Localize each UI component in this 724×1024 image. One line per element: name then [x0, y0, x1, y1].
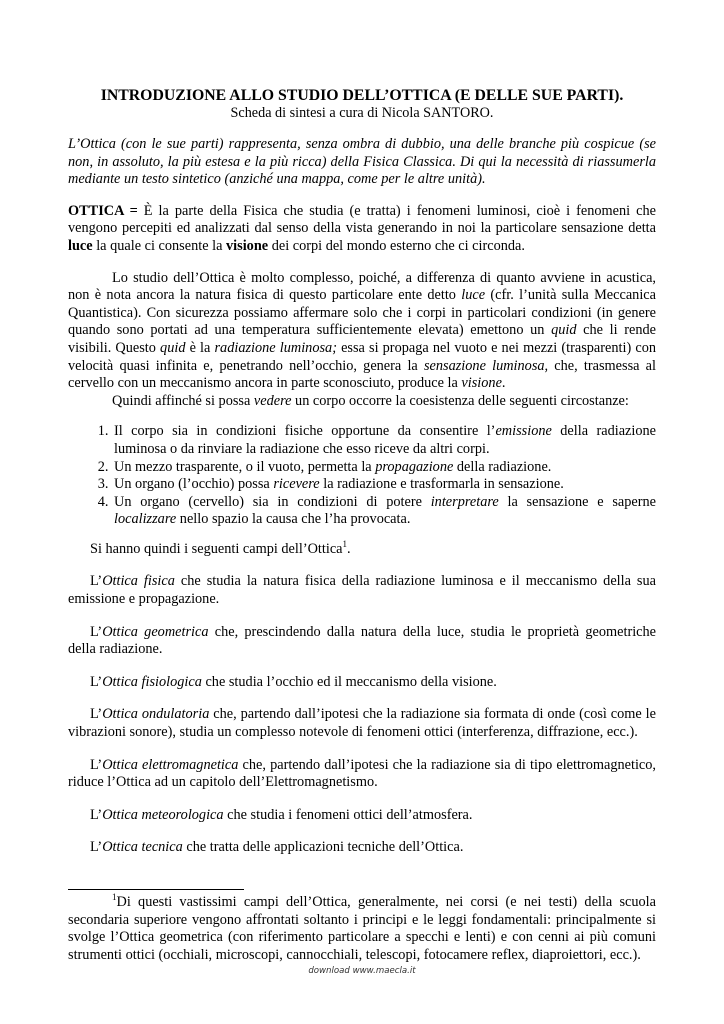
body-paragraph-1 — [68, 270, 656, 393]
definition-text: la quale ci consente la — [92, 237, 227, 254]
list-text: Un organo (cervello) sia in condizioni di potere — [114, 493, 431, 510]
document-body — [68, 86, 656, 857]
footnote — [68, 894, 656, 964]
list-emphasis: localizzare — [114, 511, 177, 528]
field-paragraph — [68, 573, 656, 608]
body-emphasis: radiazione luminosa; — [214, 339, 337, 356]
page-title: INTRODUZIONE ALLO STUDIO DELL’OTTICA (E DELLE SUE PARTI). — [100, 87, 624, 104]
body-text: (cfr. l’unità sulla Meccanica Quantistica). Con sicurezza possiamo affermare solo che i corpi in particolari condizioni (in genere quando sono portati ad una temperatura sufficientemente elevata) emettono un — [68, 287, 656, 339]
field-text: che, partendo dall’ipotesi che la radiazione sia di tipo elettromagnetico, riduce l’Ottica ad un capitolo dell’Elettromagnetismo. — [68, 756, 657, 791]
fields-intro-end: . — [347, 540, 351, 557]
footnote-text — [68, 894, 656, 964]
body-text: un corpo occorre la coesistenza delle seguenti circostanze: — [291, 392, 629, 409]
field-prefix: L’ — [90, 756, 103, 773]
field-text: che, prescindendo dalla natura della luce, studia le proprietà geometriche della radiazione. — [68, 623, 657, 658]
body-text: Lo studio dell’Ottica è molto complesso, poiché, a differenza di quanto avviene in acustica, non è nota ancora la natura fisica di questo particolare ente detto — [68, 269, 656, 304]
field-paragraph — [68, 706, 656, 741]
field-text: che studia i fenomeni ottici dell’atmosfera. — [223, 806, 473, 823]
field-prefix: L’ — [90, 623, 103, 640]
list-item — [112, 423, 656, 458]
body-text: è la — [185, 339, 215, 356]
body-text: . — [501, 375, 506, 392]
field-paragraph — [68, 807, 656, 825]
list-text: della radiazione. — [453, 458, 552, 475]
field-prefix: L’ — [90, 706, 103, 723]
download-link[interactable]: download www.maecla.it — [308, 966, 416, 976]
field-name: Ottica elettromagnetica — [102, 756, 239, 773]
body-text: Quindi affinché si possa — [112, 392, 254, 409]
body-paragraph-2 — [68, 393, 656, 411]
list-text: della radiazione luminosa o da rinviare la radiazione che esso riceve da altri corpi. — [114, 423, 656, 457]
list-emphasis: emissione — [495, 423, 552, 440]
body-text: che, trasmessa al cervello con un meccanismo ancora in parte sconosciuto, produce la — [68, 357, 656, 392]
field-name: Ottica fisiologica — [102, 673, 202, 690]
body-emphasis: luce — [461, 287, 486, 304]
fields-intro-text: Si hanno quindi i seguenti campi dell’Ottica — [90, 540, 343, 557]
list-emphasis: propagazione — [375, 458, 454, 475]
intro-paragraph: L’Ottica (con le sue parti) rappresenta, senza ombra di dubbio, una delle branche più cospicue (se non, in assoluto, la più estesa e la più ricca) della Fisica Classica. Di qui la necessità di riassumerla mediante un testo sintetico (anziché una mappa, come per le altre unità). — [68, 136, 656, 188]
body-emphasis: quid — [551, 322, 577, 339]
footnote-mark: 1 — [112, 892, 117, 903]
footnote-body: Di questi vastissimi campi dell’Ottica, generalmente, nei corsi (e nei testi) della scuola secondaria superiore vengono affrontati soltanto i principi e le leggi fondamentali: principalmente si svolge l’Ottica geometrica (con riferimento particolare a specchi e lenti) e con cenni ai più comuni strumenti ottici (occhiali, microscopi, cannocchiali, telescopi, fotocamere reflex, diaproiettori, ecc.). — [68, 894, 656, 963]
body-text: che li rende visibili. Questo — [68, 322, 656, 356]
field-prefix: L’ — [90, 573, 103, 590]
field-name: Ottica fisica — [102, 573, 175, 590]
fields-intro — [68, 541, 656, 559]
definition-term: OTTICA = — [68, 202, 138, 219]
list-text: la radiazione e trasformarla in sensazione. — [319, 476, 564, 493]
field-prefix: L’ — [90, 673, 103, 690]
field-name: Ottica ondulatoria — [102, 706, 210, 723]
field-prefix: L’ — [90, 839, 103, 856]
footnote-reference[interactable]: 1 — [342, 539, 348, 550]
body-emphasis: vedere — [253, 392, 292, 409]
field-text: che studia la natura fisica della radiazione luminosa e il meccanismo della sua emissione e propagazione. — [68, 573, 656, 608]
body-emphasis: quid — [160, 339, 186, 356]
body-emphasis: visione — [461, 375, 502, 392]
definition-text: È la parte della Fisica che studia (e tratta) i fenomeni luminosi, cioè i fenomeni che vengono percepiti ed analizzati dal senso della vista generando in noi la particolare sensazione detta — [68, 202, 656, 237]
list-text: Un mezzo trasparente, o il vuoto, permetta la — [114, 458, 376, 475]
field-paragraph — [68, 674, 656, 692]
field-prefix: L’ — [90, 806, 103, 823]
field-paragraph — [68, 839, 656, 857]
field-name: Ottica meteorologica — [102, 806, 224, 823]
field-text: che tratta delle applicazioni tecniche dell’Ottica. — [182, 839, 464, 856]
list-item — [112, 494, 656, 529]
definition-visione: visione — [226, 237, 269, 254]
definition-paragraph — [68, 203, 656, 256]
list-emphasis: ricevere — [273, 476, 320, 493]
list-item — [112, 459, 656, 477]
footnote-divider — [68, 889, 244, 890]
list-text: nello spazio la causa che l’ha provocata. — [176, 511, 411, 528]
list-text: Un organo (l’occhio) possa — [114, 476, 274, 493]
list-item — [112, 476, 656, 494]
list-text: Il corpo sia in condizioni fisiche opportune da consentire l’ — [114, 423, 496, 440]
body-emphasis: sensazione luminosa, — [423, 357, 549, 374]
definition-luce: luce — [68, 237, 93, 254]
list-emphasis: interpretare — [430, 493, 499, 510]
conditions-list — [68, 423, 656, 529]
page-subtitle: Scheda di sintesi a cura di Nicola SANTORO. — [230, 105, 494, 121]
field-name: Ottica geometrica — [102, 623, 209, 640]
field-text: che, partendo dall’ipotesi che la radiazione sia formata di onde (così come le vibrazioni sonore), studia un complesso notevole di fenomeni ottici (interferenza, diffrazione, ecc.). — [68, 706, 656, 741]
field-name: Ottica tecnica — [102, 839, 183, 856]
field-text: che studia l’occhio ed il meccanismo della visione. — [201, 673, 497, 690]
list-text: la sensazione e saperne — [498, 493, 656, 510]
body-text: essa si propaga nel vuoto e nei mezzi (trasparenti) con velocità quasi infinita e, penetrando nell’occhio, genera la — [68, 339, 656, 374]
field-paragraph — [68, 757, 656, 792]
field-paragraph — [68, 624, 656, 659]
definition-text: dei corpi del mondo esterno che ci circonda. — [268, 237, 525, 254]
